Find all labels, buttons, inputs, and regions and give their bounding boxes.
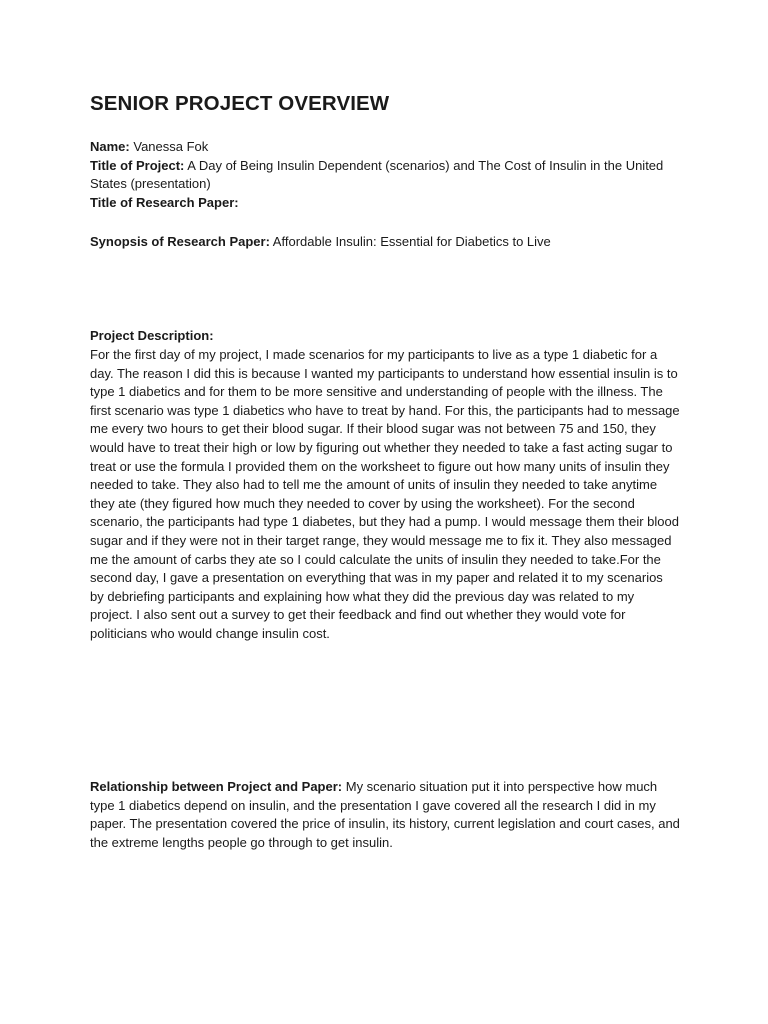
project-title-label: Title of Project: bbox=[90, 157, 185, 173]
name-label: Name: bbox=[90, 139, 130, 154]
research-paper-title-label: Title of Research Paper: bbox=[90, 194, 239, 210]
synopsis-line bbox=[90, 233, 680, 252]
relationship-paragraph bbox=[90, 778, 680, 852]
relationship-label: Relationship between Project and Paper: bbox=[90, 779, 343, 794]
document-title: SENIOR PROJECT OVERVIEW bbox=[90, 92, 390, 115]
synopsis-value: Affordable Insulin: Essential for Diabetics to Live bbox=[269, 234, 551, 249]
project-title-value: A Day of Being Insulin Dependent (scenarios) and The Cost of Insulin in the United States (presentation) bbox=[90, 157, 664, 192]
relationship-value: My scenario situation put it into perspective how much type 1 diabetics depend on insulin, and the presentation I gave covered all the research I did in my paper. The presentation covered the price of insulin, its history, current legislation and court cases, and the extreme lengths people go through to get insulin. bbox=[90, 779, 680, 850]
name-value: Vanessa Fok bbox=[129, 139, 209, 154]
name-line bbox=[90, 138, 680, 157]
research-paper-title-line bbox=[90, 194, 680, 213]
project-description-heading: Project Description: bbox=[90, 328, 214, 343]
project-description-body: For the first day of my project, I made scenarios for my participants to live as a type 1 diabetic for a day. The reason I did this is because I wanted my participants to understand how essential insulin is to type 1 diabetics and for them to be more sensitive and understanding of people with the illness. The first scenario was type 1 diabetics who have to treat by hand. For this, the participants had to message me every two hours to get their blood sugar. If their blood sugar was not between 75 and 150, they would have to treat their high or low by figuring out whether they needed to take a fast acting sugar to treat or use the formula I provided them on the worksheet to figure out how many units of insulin they needed to take. They also had to tell me the amount of units of insulin they needed to take anytime they ate (they figured how much they needed to cover by using the worksheet). For the second scenario, the participants had type 1 diabetes, but they had a pump. I would message them their blood sugar and if they were not in their target range, they would message me to fix it. They also messaged me the amount of carbs they ate so I could calculate the units of insulin they needed to take.For the second day, I gave a presentation on everything that was in my paper and related it to my scenarios by debriefing participants and explaining how what they did the previous day was related to my project. I also sent out a survey to get their feedback and find out whether they would vote for politicians who would change insulin cost. bbox=[90, 347, 680, 641]
project-title-line bbox=[90, 157, 680, 194]
project-info bbox=[90, 138, 680, 212]
synopsis-label: Synopsis of Research Paper: bbox=[90, 234, 270, 249]
